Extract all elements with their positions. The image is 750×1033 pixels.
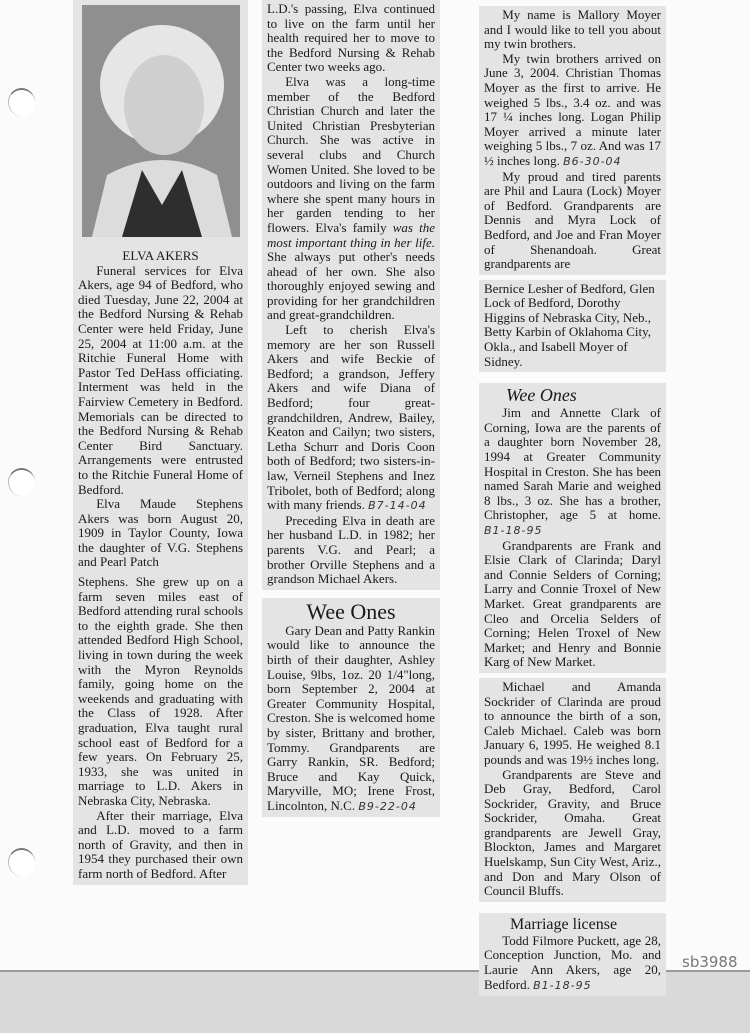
- obituary-clipping-bottom: [73, 573, 248, 884]
- column-1: [73, 0, 248, 885]
- portrait-photo: [82, 5, 240, 237]
- wee-ones-clark-clipping: [479, 383, 666, 673]
- marriage-text: [484, 934, 661, 993]
- announcement-paragraph: My proud and tired parents are Phil and Laura (Lock) Moyer of Bedford. Grandparents are Dennis and Myra Lock of Bedford, and Joe and Fran Moyer of Shenandoah. Great grandparents are: [484, 168, 661, 272]
- column-3: [479, 6, 666, 996]
- column-2: [262, 0, 440, 817]
- wee-ones-rankin-clipping: [262, 598, 440, 818]
- obituary-paragraph: L.D.'s passing, Elva continued to live on the farm until her health required her to move to the Bedford Nursing & Rehab Center two weeks ago.: [267, 1, 435, 75]
- announcement-paragraph: My name is Mallory Moyer and I would like to tell you about my twin brothers.: [484, 7, 661, 52]
- obituary-paragraph: Stephens. She grew up on a farm seven miles east of Bedford attending rural schools to the eighth grade. She then attended Bedford High School, living in town during the week with the Myron Reynolds family, going home on the weekends and graduating with the Class of 1928. After graduation, Elva taught rural school east of Bedford for a few years. On February 25, 1933, she was united in marriage to L.D. Akers in Nebraska City, Nebraska.: [78, 574, 243, 808]
- marriage-license-clipping: [479, 913, 666, 996]
- text: Left to cherish Elva's memory are her son Russell Akers and wife Beckie of Bedford; a grandson, Jeffery Akers and wife Diana of Bedford; four great-grandchildren, Andrew, Bailey, Keaton and Cailyn; two sisters, Letha Schurr and Doris Coon both of Bedford; two sisters-in-law, Verneil Stephens and Inez Tribolet, both of Bedford; along with many friends.: [267, 322, 435, 513]
- clipping-title: Wee Ones: [306, 598, 396, 624]
- handwritten-date: B6-30-04: [563, 154, 622, 168]
- obituary-clipping-continued: [262, 0, 440, 590]
- handwritten-date: B1-18-95: [533, 978, 592, 992]
- text: Todd Filmore Puckett, age 28, Conception Junction, Mo. and Laurie Ann Akers, age 20, Bedford.: [484, 932, 661, 992]
- binder-hole: [8, 88, 35, 116]
- handwritten-date: B9-22-04: [358, 799, 417, 813]
- text: Gary Dean and Patty Rankin would like to announce the birth of their daughter, Ashley Louise, 9lbs, 1oz. 20 1/4"long, born September 2, 2004 at Greater Community Hospital, Creston. She is welcomed home by sister, Brittany and brother, Tommy. Grandparents are Garry Rankin, SR. Bedford; Bruce and Kay Quick, Maryville, MO; Irene Frost, Lincolnton, N.C.: [267, 622, 435, 813]
- italic-text: was the most important thing in her life.: [267, 219, 435, 250]
- announcement-paragraph: Grandparents are Steve and Deb Gray, Bedford, Carol Sockrider, Gravity, and Bruce Sockrider, Omaha. Great grandparents are Jewell Gray, Blockton, James and Margaret Huelskamp, Sun City West, Ariz., and Don and Mary Olson of Council Bluffs.: [484, 766, 661, 899]
- text: Jim and Annette Clark of Corning, Iowa are the parents of a daughter born November 28, 1994 at Greater Community Hospital in Creston. She has been named Sarah Marie and weighed 8 lbs., 3 oz. She has a brother, Christopher, age 5 at home.: [484, 405, 661, 523]
- text: My twin brothers arrived on June 3, 2004. Christian Thomas Moyer as the first to arrive. He weighed 5 lbs., 3.4 oz. and was 17 ¼ inches long. Logan Philip Moyer arrived a minute later weighing 5 lbs., 7 oz. And was 17 ½ inches long.: [484, 50, 661, 168]
- announcement-paragraph: Bernice Lesher of Bedford, Glen Lock of Bedford, Dorothy Higgins of Nebraska City, Neb., Betty Karbin of Oklahoma City, Okla., and Isabell Moyer of Sidney.: [484, 280, 655, 369]
- announcement-text: [267, 624, 435, 815]
- obituary-paragraph: Elva Maude Stephens Akers was born August 20, 1909 in Taylor County, Iowa the daughter of V.G. Stephens and Pearl Patch: [78, 496, 243, 570]
- obituary-clipping-top: [73, 0, 248, 573]
- announcement-paragraph: Grandparents are Frank and Elsie Clark of Clarinda; Daryl and Connie Selders of Corning; Larry and Connie Troxel of New Market. Great grandparents are Cleo and Orcelia Selders of Corning; Helen Troxel of New Market; and Henry and Bonnie Karg of New Market.: [484, 537, 661, 670]
- obituary-title: ELVA AKERS: [122, 248, 199, 263]
- clipping-title: Wee Ones: [506, 385, 577, 406]
- text: Elva was a long-time member of the Bedford Christian Church and later the United Christian Presbyterian Church. She was active in several clubs and Church Women United. She loved to be outdoors and living on the farm where she spent many hours in her garden tending to her flowers. Elva's family: [267, 73, 435, 235]
- obituary-paragraph: [267, 75, 435, 323]
- obituary-paragraph: After their marriage, Elva and L.D. moved to a farm north of Gravity, and then in 1954 they purchased their own farm north of Bedford. After: [78, 807, 243, 881]
- binder-hole: [8, 468, 35, 496]
- sockrider-clipping: [479, 678, 666, 902]
- archive-id: sb3988: [682, 953, 738, 971]
- binder-hole: [8, 848, 35, 876]
- announcement-paragraph: Michael and Amanda Sockrider of Clarinda are proud to announce the birth of a son, Caleb Michael. Caleb was born January 6, 1995. He weighed 8.1 pounds and was 19½ inches long.: [484, 678, 661, 767]
- moyer-clipping: [479, 6, 666, 275]
- portrait-image: [82, 5, 240, 237]
- moyer-clipping-continued: [479, 280, 666, 373]
- handwritten-date: B7-14-04: [368, 499, 427, 513]
- text: She always put other's needs ahead of her own. She also thoroughly enjoyed sewing and providing for her grandchildren and great-grandchildren.: [267, 249, 435, 323]
- announcement-paragraph: [484, 52, 661, 170]
- announcement-paragraph: [484, 406, 661, 538]
- obituary-paragraph: Funeral services for Elva Akers, age 94 of Bedford, who died Tuesday, June 22, 2004 at the Bedford Nursing & Rehab Center were held Friday, June 25, 2004 at 11:00 a.m. at the Ritchie Funeral Home with Pastor Ted DeHass officiating. Interment was held in the Fairview Cemetery in Bedford. Memorials can be directed to the Bedford Nursing & Rehab Center Bird Sanctuary. Arrangements were entrusted to the Ritchie Funeral Home of Bedford.: [78, 262, 243, 497]
- obituary-paragraph: [267, 323, 435, 514]
- obituary-paragraph: Preceding Elva in death are her husband L.D. in 1982; her parents V.G. and Pearl; a brother Orville Stephens and a grandson Michael Akers.: [267, 512, 435, 587]
- handwritten-date: B1-18-95: [484, 524, 543, 537]
- clipping-title: Marriage license: [510, 915, 618, 933]
